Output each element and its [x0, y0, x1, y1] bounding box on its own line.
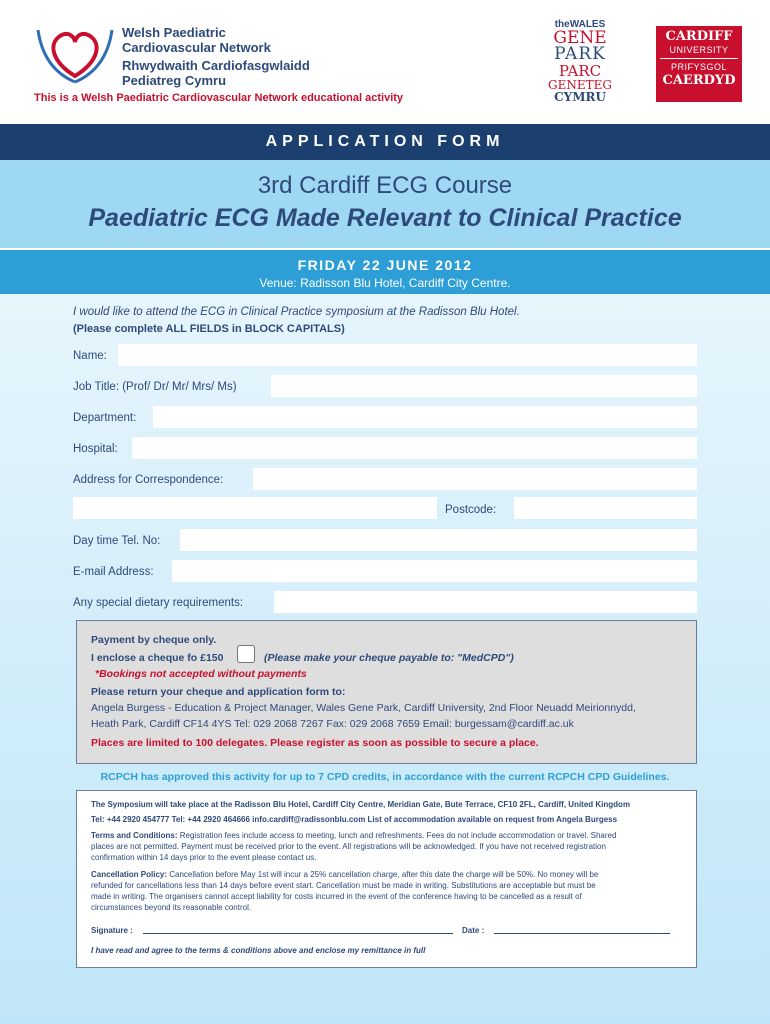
form-instruction: (Please complete ALL FIELDS in BLOCK CAPITALS): [73, 323, 345, 335]
org-name-line: Welsh Paediatric: [122, 25, 226, 40]
date-line[interactable]: [494, 933, 670, 934]
signature-label: Signature :: [91, 926, 133, 935]
gene-park-cymru: CYMRU: [554, 90, 606, 104]
return-address-line2: Heath Park, Cardiff CF14 4YS Tel: 029 2068 7267 Fax: 029 2068 7659 Email: burgessam@cardiff.ac.uk: [91, 718, 574, 730]
bookings-note: *Bookings not accepted without payments: [95, 668, 307, 680]
cancellation-text: made in writing. The organisers cannot accept liability for costs incurred in the event of the conference having to be cancelled as a result of: [91, 892, 582, 901]
job-title-field[interactable]: [271, 375, 697, 397]
terms-line: [91, 831, 616, 842]
places-limited-note: Places are limited to 100 delegates. Please register as soon as possible to secure a place.: [91, 737, 539, 749]
cancellation-text: Cancellation before May 1st will incur a 25% cancellation charge, after this date the charge will be 50%. No money will be: [167, 870, 599, 879]
course-subtitle: Paediatric ECG Made Relevant to Clinical Practice: [88, 204, 682, 232]
cancellation-line: [91, 870, 598, 881]
terms-text: confirmation within 14 days prior to the event please contact us.: [91, 853, 317, 862]
terms-text: Registration fees include access to meeting, lunch and refreshments. Fees do not include accommodation or travel. Shared: [177, 831, 617, 840]
org-name: [122, 26, 310, 88]
cardiff-line: CAERDYD: [662, 73, 736, 88]
header: [0, 0, 770, 122]
gene-park-geneteg: GENETEG: [548, 78, 612, 92]
venue-address: The Symposium will take place at the Radisson Blu Hotel, Cardiff City Centre, Meridian Gate, Bute Terrace, CF10 2FL, Cardiff, United Kingdom: [91, 800, 631, 809]
gene-park-gene: GENE: [553, 28, 607, 48]
gene-park-the-wales: theWALES: [554, 19, 606, 30]
postcode-field[interactable]: [514, 497, 697, 519]
terms-text: places are not permitted. Payment must be received prior to the event. All registrations will be acknowledged. If you have not received registration: [91, 842, 606, 851]
gene-park-parc: PARC: [558, 62, 602, 80]
venue-contact: Tel: +44 2920 454777 Tel: +44 2920 464666 info.cardiff@radissonblu.com List of accommodation available on request from Angela Burgess: [91, 815, 618, 824]
email-field[interactable]: [172, 560, 697, 582]
form-intro: I would like to attend the ECG in Clinical Practice symposium at the Radisson Blu Hotel.: [73, 306, 520, 318]
cardiff-line: CARDIFF: [665, 29, 733, 44]
terms-label: Terms and Conditions:: [91, 831, 178, 840]
gene-park-park: PARK: [554, 44, 606, 64]
agreement-statement: I have read and agree to the terms & conditions above and enclose my remittance in full: [91, 946, 426, 955]
org-name-line: Pediatreg Cymru: [122, 72, 227, 88]
cheque-enclose-text: I enclose a cheque fo £150: [91, 652, 224, 664]
educational-note: This is a Welsh Paediatric Cardiovascular Network educational activity: [34, 92, 404, 104]
org-name-line: Rhwydwaith Cardiofasgwlaidd: [122, 58, 310, 73]
course-date: FRIDAY 22 JUNE 2012: [297, 257, 473, 273]
banner-title: APPLICATION FORM: [265, 133, 505, 150]
email-label: E-mail Address:: [73, 566, 154, 578]
address-label: Address for Correspondence:: [73, 474, 224, 486]
heart-logo-icon: [34, 24, 116, 86]
date-label: Date :: [462, 926, 485, 935]
wales-gene-park-logo: [540, 20, 620, 103]
address-field-line2[interactable]: [73, 497, 437, 519]
rcpch-approval-note: RCPCH has approved this activity for up to 7 CPD credits, in accordance with the current RCPCH CPD Guidelines.: [100, 771, 670, 783]
phone-field[interactable]: [180, 529, 697, 551]
cardiff-line: UNIVERSITY: [660, 44, 738, 59]
job-title-label: Job Title: (Prof/ Dr/ Mr/ Mrs/ Ms): [73, 381, 237, 393]
course-venue: Venue: Radisson Blu Hotel, Cardiff City Centre.: [259, 276, 511, 290]
cancellation-text: refunded for cancellations less than 14 days before event start. Cancellation must be made in writing. Substitutions are acceptable but must be: [91, 881, 596, 890]
phone-label: Day time Tel. No:: [73, 535, 161, 547]
dietary-label: Any special dietary requirements:: [73, 597, 244, 609]
hospital-label: Hospital:: [73, 443, 118, 455]
cancellation-text: circumstances beyond its reasonable control.: [91, 903, 252, 912]
name-label: Name:: [73, 350, 107, 362]
department-field[interactable]: [153, 406, 697, 428]
department-label: Department:: [73, 412, 137, 424]
payment-method: Payment by cheque only.: [91, 634, 217, 646]
return-to-heading: Please return your cheque and application form to:: [91, 686, 346, 698]
org-name-line: Cardiovascular Network: [122, 39, 271, 55]
signature-line[interactable]: [143, 933, 453, 934]
cheque-enclosed-checkbox[interactable]: [236, 645, 256, 663]
cheque-payable-note: (Please make your cheque payable to: "MedCPD"): [264, 652, 514, 664]
cardiff-line: PRIFYSGOL: [670, 62, 727, 72]
dietary-field[interactable]: [274, 591, 697, 613]
application-form-banner: [0, 124, 770, 160]
cancellation-label: Cancellation Policy:: [91, 870, 168, 879]
hospital-field[interactable]: [132, 437, 697, 459]
course-title: 3rd Cardiff ECG Course: [257, 172, 513, 199]
cardiff-university-logo: [656, 26, 742, 102]
address-field-line1[interactable]: [253, 468, 697, 490]
postcode-label: Postcode:: [445, 504, 497, 516]
return-address-line1: Angela Burgess - Education & Project Manager, Wales Gene Park, Cardiff University, 2nd Floor Neuadd Meirionnydd,: [91, 702, 636, 714]
name-field[interactable]: [118, 344, 697, 366]
